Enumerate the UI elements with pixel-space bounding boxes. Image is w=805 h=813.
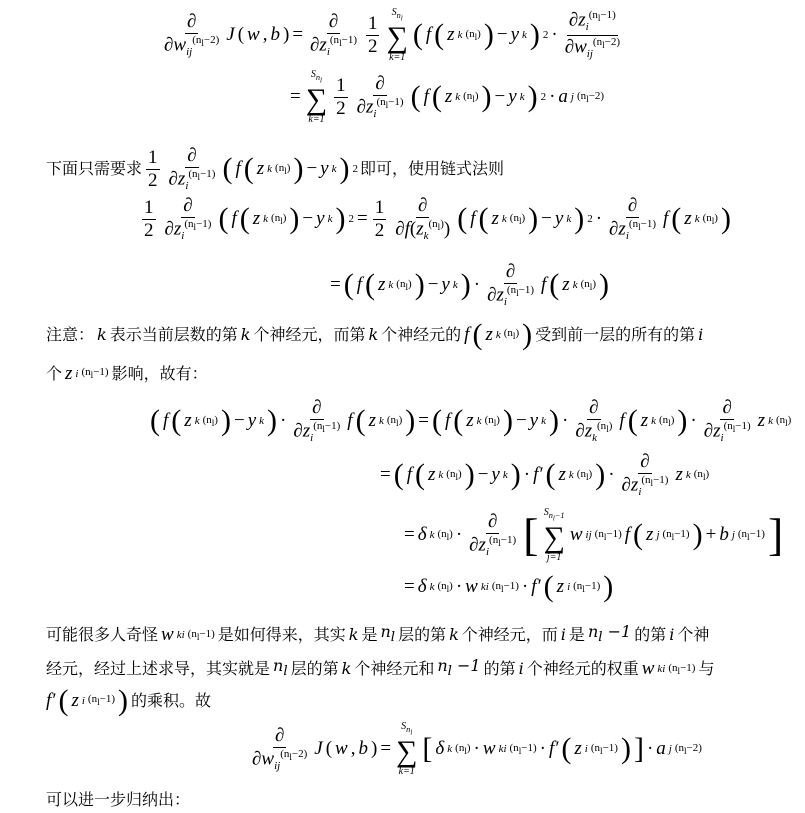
text-line-6: f′ ( z i $(n_l-1)$ ) 的乘积。故 [46,684,212,717]
equation-8: = δ k $(n_l)$ · w ki $(n_l-1)$ · f′ ( z i $(n_l-1)$ ) [404,570,614,603]
equation-5: ( f ( z k $(n_l)$ ) − y k ) · $\frac{\partial}{\partial z_i^{(n_l-1)}}$ f ( z k $(n_l)$ ) = ( f ( z k $(n_l)$ ) − y k ) · $\frac{\partial}{\partial z_k^{(n_l)}}$ f ( z k $(n_l)$ ) · $\frac{\partial}{\partial z_i^{(n_l-1)}}$ z k $(n_l)$ [150,397,792,445]
text-line-1: 下面只需要求 $\frac{1}{2}$ $\frac{\partial}{\partial z_i^{(n_l-1)}}$ ( f ( z k $(n_l)$ ) − y k ) 2 即可，使用链式法则 [46,145,504,193]
equation-3: $\frac{1}{2}$ $\frac{\partial}{\partial z_i^{(n_l-1)}}$ ( f ( z k $(n_l)$ ) − y k ) 2 = $\frac{1}{2}$ $\frac{\partial}{\partial f(z_k^{(n_l)})}$ ( f ( z k $(n_l)$ ) − y k ) 2 · $\frac{\partial}{\partial z_i^{(n_l-1)}}$ f ( z k $(n_l)$ ) [144,195,731,243]
text-p1-b: 即可，使用链式法则 [359,159,504,179]
summation-symbol: $S_{n_l}$ ∑ k=1 [386,7,408,63]
partial-fraction: $\frac{\partial}{\partial w_{ij}^{(n_l-2)}}$ [164,10,220,59]
text-line-4: 可能很多人奇怪 w ki $(n_l-1)$ 是如何得来，其实 k 是 $n_l$ 层的第 k 个神经元，而 i 是 $n_l -1$ 的第 i 个神 [46,622,710,646]
text-line-2: 注意： k 表示当前层数的第 k 个神经元，而第 k 个神经元的 f ( z k $(n_l)$ ) 受到前一层的所有的第 i [46,318,704,351]
equation-6: = ( f ( z k $(n_l)$ ) − y k ) · f′ ( z k $(n_l)$ ) · $\frac{\partial}{\partial z_i^{(n_l-1)}}$ z k $(n_l)$ [380,451,710,499]
equation-1: $\frac{\partial}{\partial w_{ij}^{(n_l-2)}}$ J ( w , b ) = $\frac{\partial}{\partial z_i^{(n_l-1)}}$ $\frac{1}{2}$ $S_{n_l}$ ∑ k=1 ( f ( z k $(n_l)$ ) − y k ) 2 · $\frac{\partial z_i^{(n_l-1)}}{\partial w_{ij}^{(n_l-2)}}$ [164,7,620,63]
equation-7: = δ k $(n_l)$ · $\frac{\partial}{\partial z_i^{(n_l-1)}}$ [ $S_{n_l-1}$ ∑ j=1 w ij $(n_l-1)$ f ( z j $(n_l-1)$ ) + b j $(n_l-1)$ ] [404,507,784,563]
equation-4: = ( f ( z k $(n_l)$ ) − y k ) · $\frac{\partial}{\partial z_i^{(n_l-1)}}$ f ( z k $(n_l)$ ) [330,261,609,309]
equation-2: = $S_{n_l}$ ∑ k=1 $\frac{1}{2}$ $\frac{\partial}{\partial z_i^{(n_l-1)}}$ ( f ( z k $(n_l)$ ) − y k ) 2 · a j $(n_l-2)$ [290,69,605,125]
text-line-5: 经元，经过上述求导，其实就是 $n_l$ 层的第 k 个神经元和 $n_l -1$ 的第 i 个神经元的权重 w ki $(n_l-1)$ 与 [46,656,715,680]
equation-9: $\frac{\partial}{\partial w_{ij}^{(n_l-2)}}$ J ( w , b ) = $S_{n_l}$ ∑ k=1 [ δ k $(n_l)$ · w ki $(n_l-1)$ · f′ ( z i $(n_l-1)$ ) ] · a j $(n_l-2)$ [252,721,702,777]
text-line-3: 个 z i $(n_l-1)$ 影响，故有： [46,362,208,384]
text-p1-a: 下面只需要求 [46,159,143,179]
text-line-7: 可以进一步归纳出： [46,790,191,809]
